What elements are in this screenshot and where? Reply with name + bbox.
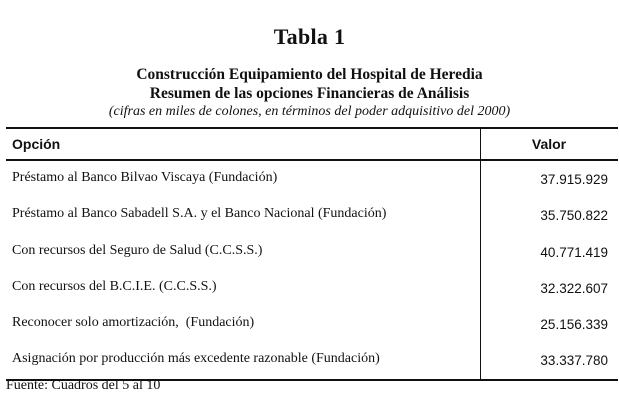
row-value: 32.322.607 — [540, 280, 608, 296]
financing-options-table — [6, 127, 618, 381]
row-value: 37.915.929 — [540, 172, 608, 187]
table-row — [6, 270, 618, 306]
table-title: Tabla 1 — [273, 24, 346, 49]
row-option: Con recursos del Seguro de Salud (C.C.S.S.) — [12, 242, 263, 258]
row-option: Asignación por producción más excedente razonable (Fundación) — [12, 351, 380, 367]
table-header-row — [6, 129, 618, 161]
table-subtitle-line1: Construcción Equipamiento del Hospital de Heredia — [136, 66, 483, 83]
row-value: 33.337.780 — [540, 353, 608, 369]
row-option: Préstamo al Banco Bilvao Viscaya (Fundación) — [12, 170, 278, 185]
header-option: Opción — [12, 136, 61, 152]
table-row — [6, 197, 618, 233]
row-option: Con recursos del B.C.I.E. (C.C.S.S.) — [12, 278, 217, 294]
table-row — [6, 234, 618, 270]
row-value: 25.156.339 — [540, 317, 608, 333]
row-option: Préstamo al Banco Sabadell S.A. y el Banco Nacional (Fundación) — [12, 206, 387, 222]
table-row — [6, 161, 618, 197]
source-note: Fuente: Cuadros del 5 al 10 — [6, 378, 161, 393]
table-row — [6, 306, 618, 342]
table-subtitle-line2: Resumen de las opciones Financieras de Análisis — [149, 85, 470, 102]
table-row — [6, 342, 618, 378]
table-units-note: (cifras en miles de colones, en términos del poder adquisitivo del 2000) — [108, 104, 511, 119]
row-option: Reconocer solo amortización, (Fundación) — [12, 315, 255, 331]
header-value: Valor — [531, 136, 567, 152]
row-value: 40.771.419 — [540, 244, 608, 260]
row-value: 35.750.822 — [540, 208, 608, 224]
